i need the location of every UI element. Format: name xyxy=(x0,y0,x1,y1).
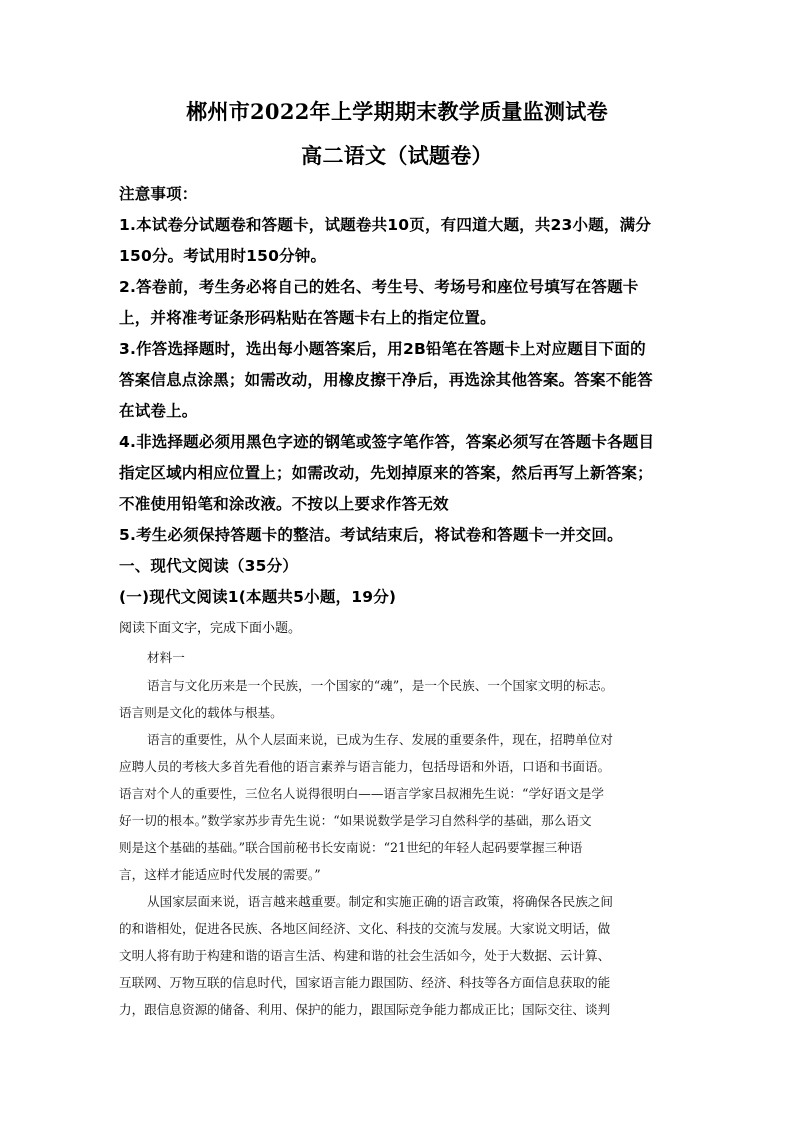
notice-line: 上，并将准考证条形码粘贴在答题卡右上的指定位置。 xyxy=(119,309,496,327)
passage-line: 语言与文化历来是一个民族，一个国家的“魂”，是一个民族、一个国家文明的标志。 xyxy=(147,678,614,693)
passage-line: 力，跟信息资源的储备、利用、保护的能力，跟国际竞争能力都成正比；国际交往、谈判 xyxy=(119,1002,611,1017)
notice-line: 5.考生必须保持答题卡的整洁。考试结束后，将试卷和答题卡一并交回。 xyxy=(119,526,623,544)
passage-line: 语言则是文化的载体与根基。 xyxy=(119,705,283,720)
notice-line: 150分。考试用时150分钟。 xyxy=(119,247,327,265)
material-label: 材料一 xyxy=(147,650,185,665)
notice-line: 4.非选择题必须用黑色字迹的钢笔或签字笔作答，答案必须写在答题卡各题目 xyxy=(119,433,655,451)
exam-title: 郴州市2022年上学期期末教学质量监测试卷 xyxy=(186,99,608,124)
notice-line: 指定区域内相应位置上；如需改动，先划掉原来的答案，然后再写上新答案； xyxy=(119,464,653,482)
passage-line: 则是这个基础的基础。”联合国前秘书长安南说：“21世纪的年轻人起码要掌握三种语 xyxy=(119,840,583,855)
notice-line: 1.本试卷分试题卷和答题卡，试题卷共10页，有四道大题，共23小题，满分 xyxy=(119,216,652,234)
subsection-heading: (一)现代文阅读1(本题共5小题，19分) xyxy=(119,588,397,606)
passage-line: 的和谐相处，促进各民族、各地区间经济、文化、科技的交流与发展。大家说文明话，做 xyxy=(119,921,611,936)
notice-line: 不准使用铅笔和涂改液。不按以上要求作答无效 xyxy=(119,495,449,513)
passage-line: 文明人将有助于构建和谐的语言生活、构建和谐的社会生活如今，处于大数据、云计算、 xyxy=(119,948,611,963)
passage-line: 语言的重要性，从个人层面来说，已成为生存、发展的重要条件，现在，招聘单位对 xyxy=(147,732,613,747)
passage-line: 应聘人员的考核大多首先看他的语言素养与语言能力，包括母语和外语，口语和书面语。 xyxy=(119,759,611,774)
passage-line: 言，这样才能适应时代发展的需要。” xyxy=(119,867,321,882)
passage-line: 好一切的根本。”数学家苏步青先生说：“如果说数学是学习自然科学的基础，那么语文 xyxy=(119,813,592,828)
passage-line: 从国家层面来说，语言越来越重要。制定和实施正确的语言政策，将确保各民族之间 xyxy=(147,894,613,909)
exam-subtitle: 高二语文（试题卷） xyxy=(301,143,493,168)
notice-line: 3.作答选择题时，选出每小题答案后，用2B铅笔在答题卡上对应题目下面的 xyxy=(119,340,646,358)
notice-heading: 注意事项： xyxy=(119,185,198,203)
reading-instruction: 阅读下面文字，完成下面小题。 xyxy=(119,621,302,636)
notice-line: 答案信息点涂黑；如需改动，用橡皮擦干净后，再选涂其他答案。答案不能答 xyxy=(119,371,653,389)
notice-line: 在试卷上。 xyxy=(119,402,198,420)
section-heading: 一、现代文阅读（35分） xyxy=(119,557,298,575)
passage-line: 语言对个人的重要性，三位名人说得很明白——语言学家吕叔湘先生说：“学好语文是学 xyxy=(119,786,605,801)
notice-line: 2.答卷前，考生务必将自己的姓名、考生号、考场号和座位号填写在答题卡 xyxy=(119,278,639,296)
passage-line: 互联网、万物互联的信息时代，国家语言能力跟国防、经济、科技等各方面信息获取的能 xyxy=(119,975,611,990)
